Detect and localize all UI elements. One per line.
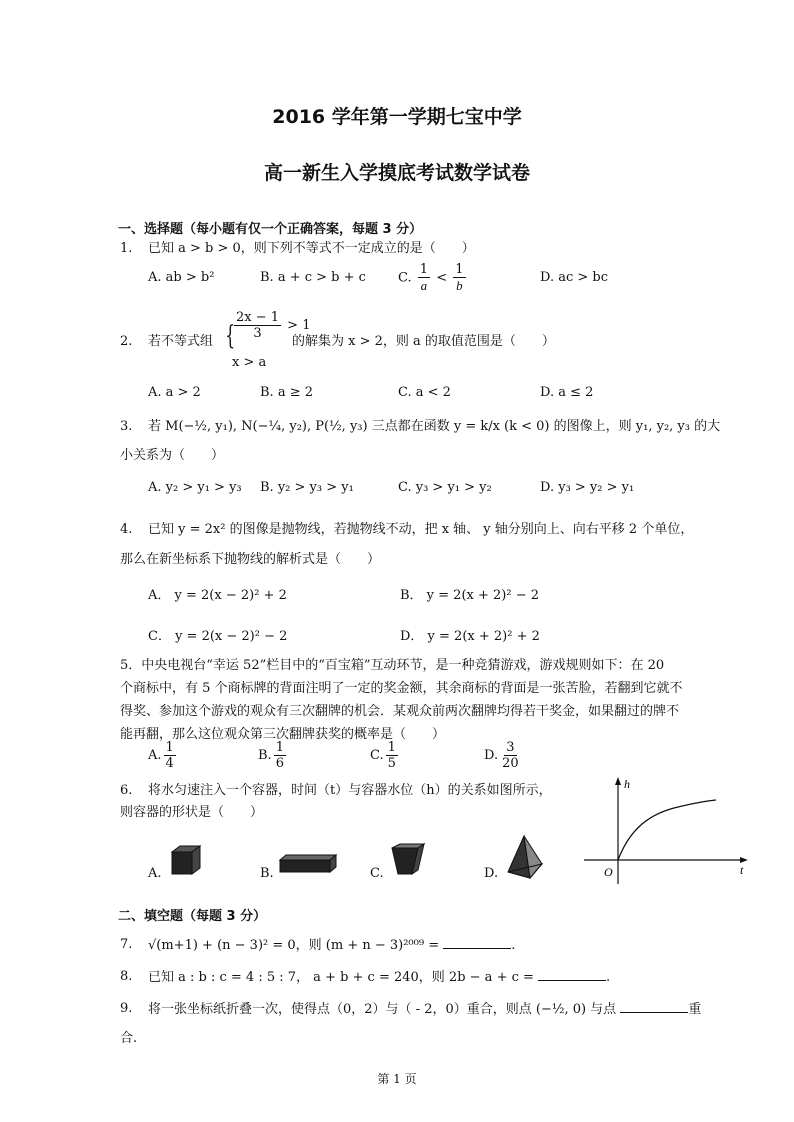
question-9-text: 将一张坐标纸折叠一次，使得点（0，2）与（ - 2，0）重合，则点 (−½, 0) 与点 重 [148,1002,702,1017]
question-5-line-1: 5．中央电视台“幸运 52”栏目中的“百宝箱”互动环节，是一种竞猜游戏，游戏规则如下：在 20 [120,658,665,673]
question-2-option-d: D. a ≤ 2 [540,385,594,400]
question-3-number: 3. [120,419,133,434]
question-5-line-3: 得奖、参加这个游戏的观众有三次翻牌的机会．某观众前两次翻牌均得若干奖金，如果翻过的牌不 [120,704,680,719]
question-2-post: 的解集为 x > 2，则 a 的取值范围是（ ） [292,334,555,349]
question-2-option-b: B. a ≥ 2 [260,385,313,400]
question-1-option-a: A. ab > b² [148,270,215,285]
question-4-option-d: D． y = 2(x + 2)² + 2 [400,629,540,644]
question-5-option-c: C. $\frac{1}{5}$ [370,740,396,771]
question-8-text: 已知 a : b : c = 4 : 5 : 7， a + b + c = 240，则 2b − a + c = . [148,970,611,985]
question-6-option-b: B. [260,866,274,881]
question-9-blank[interactable] [620,1000,688,1013]
question-2-inequality-1: $\frac{2x - 1}{3}$ > 1 [236,310,311,341]
question-9-number: 9. [120,1001,133,1016]
question-4-option-c: C． y = 2(x − 2)² − 2 [148,629,288,644]
question-1-option-c: C. $\frac{1}{a}$ < $\frac{1}{b}$ [398,262,464,293]
question-1-option-b: B. a + c > b + c [260,270,366,285]
container-d-shape [504,834,544,880]
question-4-number: 4. [120,522,133,537]
question-8-number: 8. [120,969,133,984]
question-2-number: 2. [120,334,133,349]
question-6-line-2: 则容器的形状是（ ） [120,805,264,820]
question-6-option-c: C. [370,866,384,881]
question-6-number: 6. [120,783,133,798]
section-choice-heading: 一、选择题（每小题有仅一个正确答案，每题 3 分） [118,222,423,237]
question-4-option-a: A． y = 2(x − 2)² + 2 [148,588,287,603]
question-2-inequality-2: x > a [232,355,267,370]
question-7-blank[interactable] [443,936,511,949]
question-7-number: 7. [120,937,133,952]
graph-origin-label: O [604,865,613,879]
question-2-option-c: C. a < 2 [398,385,451,400]
question-5-option-b: B. $\frac{1}{6}$ [258,740,284,771]
question-6-option-a: A. [148,866,162,881]
graph-t-label: t [740,863,744,877]
graph-h-label: h [624,777,630,791]
question-5-option-a: A. $\frac{1}{4}$ [148,740,174,771]
question-3-text: 若 M(−½, y₁), N(−¼, y₂), P(½, y₃) 三点都在函数 y = k/x (k < 0) 的图像上，则 y₁, y₂, y₃ 的大 [148,419,721,434]
question-8-blank[interactable] [538,968,606,981]
question-9-text-2: 合. [120,1031,138,1046]
container-c-shape [390,842,426,878]
question-3-option-b: B. y₂ > y₃ > y₁ [260,480,354,495]
container-a-shape [168,842,204,878]
question-3-option-c: C. y₃ > y₁ > y₂ [398,480,492,495]
question-1-stem: 已知 a > b > 0，则下列不等式不一定成立的是（ ） [148,241,475,256]
question-5-line-2: 个商标中，有 5 个商标牌的背面注明了一定的奖金额，其余商标的背面是一张苦脸，若翻到它就不 [120,681,683,696]
graph-curve [618,800,716,860]
water-level-graph [584,774,754,886]
question-6-option-d: D. [484,866,499,881]
question-4-option-b: B． y = 2(x + 2)² − 2 [400,588,540,603]
question-1-option-d: D. ac > bc [540,270,609,285]
question-1-number: 1. [120,241,133,256]
question-5-option-d: D. $\frac{3}{20}$ [484,740,519,771]
question-5-line-4: 能再翻，那么这位观众第三次翻牌获奖的概率是（ ） [120,727,446,742]
question-2-pre: 若不等式组 [148,334,214,349]
question-2-option-a: A. a > 2 [148,385,201,400]
question-7-text: √(m+1) + (n − 3)² = 0，则 (m + n − 3)²⁰⁰⁹ = . [148,938,516,953]
question-6-line-1: 将水匀速注入一个容器，时间（t）与容器水位（h）的关系如图所示， [148,783,552,798]
question-2-brace: { [225,321,236,351]
page-subtitle: 高一新生入学摸底考试数学试卷 [263,162,530,184]
page-number: 第 1 页 [377,1072,417,1086]
section-fill-heading: 二、填空题（每题 3 分） [118,909,267,924]
container-b-shape [278,852,338,876]
graph-y-arrow [615,777,621,785]
page-title: 2016 学年第一学期七宝中学 [272,106,522,128]
question-3-text-2: 小关系为（ ） [120,448,225,463]
question-4-text: 已知 y = 2x² 的图像是抛物线，若抛物线不动，把 x 轴、 y 轴分别向上、向右平移 2 个单位， [148,522,694,537]
question-3-option-d: D. y₃ > y₂ > y₁ [540,480,635,495]
question-3-option-a: A. y₂ > y₁ > y₃ [148,480,242,495]
question-4-text-2: 那么在新坐标系下抛物线的解析式是（ ） [120,552,381,567]
